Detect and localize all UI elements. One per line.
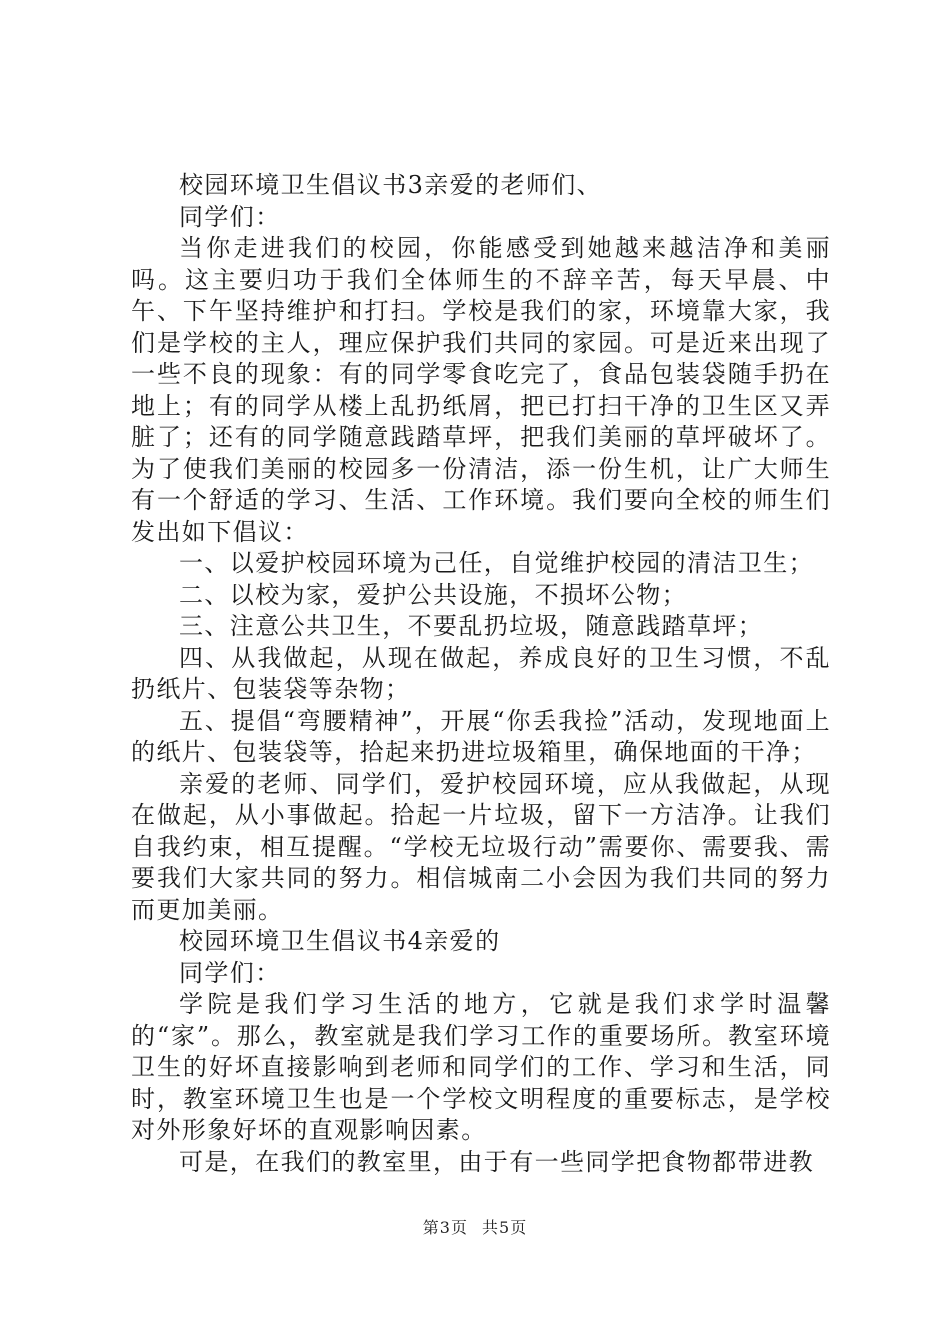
paragraph: 学院是我们学习生活的地方，它就是我们求学时温馨的“家”。那么，教室就是我们学习工作的重要场所。教室环境卫生的好坏直接影响到老师和同学们的工作、学习和生活，同时，教室环境卫生也是一个学校文明程度的重要标志，是学校对外形象好坏的直观影响因素。: [131, 990, 831, 1144]
paragraph: 五、提倡“弯腰精神”，开展“你丢我捡”活动，发现地面上的纸片、包装袋等，拾起来扔进垃圾箱里，确保地面的干净；: [131, 706, 831, 766]
page-number: 第3页: [422, 1218, 468, 1237]
page-footer: [0, 1215, 950, 1238]
paragraph: 同学们：: [179, 958, 281, 987]
paragraph: 亲爱的老师、同学们，爱护校园环境，应从我做起，从现在做起，从小事做起。拾起一片垃圾，留下一方洁净。让我们自我约束，相互提醒。“学校无垃圾行动”需要你、需要我、需要我们大家共同的努力。相信城南二小会因为我们共同的努力而更加美丽。: [131, 769, 831, 924]
paragraph: 三、注意公共卫生，不要乱扔垃圾，随意践踏草坪；: [179, 612, 764, 640]
paragraph: 校园环境卫生倡议书3亲爱的老师们、: [179, 171, 603, 199]
paragraph: 四、从我做起，从现在做起，养成良好的卫生习惯，不乱扔纸片、包装袋等杂物；: [131, 643, 831, 703]
paragraph: 校园环境卫生倡议书4亲爱的: [179, 927, 501, 955]
paragraph: 当你走进我们的校园，你能感受到她越来越洁净和美丽吗。这主要归功于我们全体师生的不辞辛苦，每天早晨、中午、下午坚持维护和打扫。学校是我们的家，环境靠大家，我们是学校的主人，理应保护我们共同的家园。可是近来出现了一些不良的现象：有的同学零食吃完了，食品包装袋随手扔在地上；有的同学从楼上乱扔纸屑，把已打扫干净的卫生区又弄脏了；还有的同学随意践踏草坪，把我们美丽的草坪破坏了。为了使我们美丽的校园多一份清洁，添一份生机，让广大师生有一个舒适的学习、生活、工作环境。我们要向全校的师生们发出如下倡议：: [131, 234, 831, 546]
page-total: 共5页: [482, 1218, 528, 1237]
paragraph: 可是，在我们的教室里，由于有一些同学把食物都带进教: [179, 1147, 814, 1176]
document-body: [131, 170, 831, 1178]
paragraph: 同学们：: [179, 202, 281, 231]
paragraph: 一、以爱护校园环境为己任，自觉维护校园的清洁卫生；: [179, 549, 814, 577]
paragraph: 二、以校为家，爱护公共设施，不损坏公物；: [179, 580, 687, 609]
